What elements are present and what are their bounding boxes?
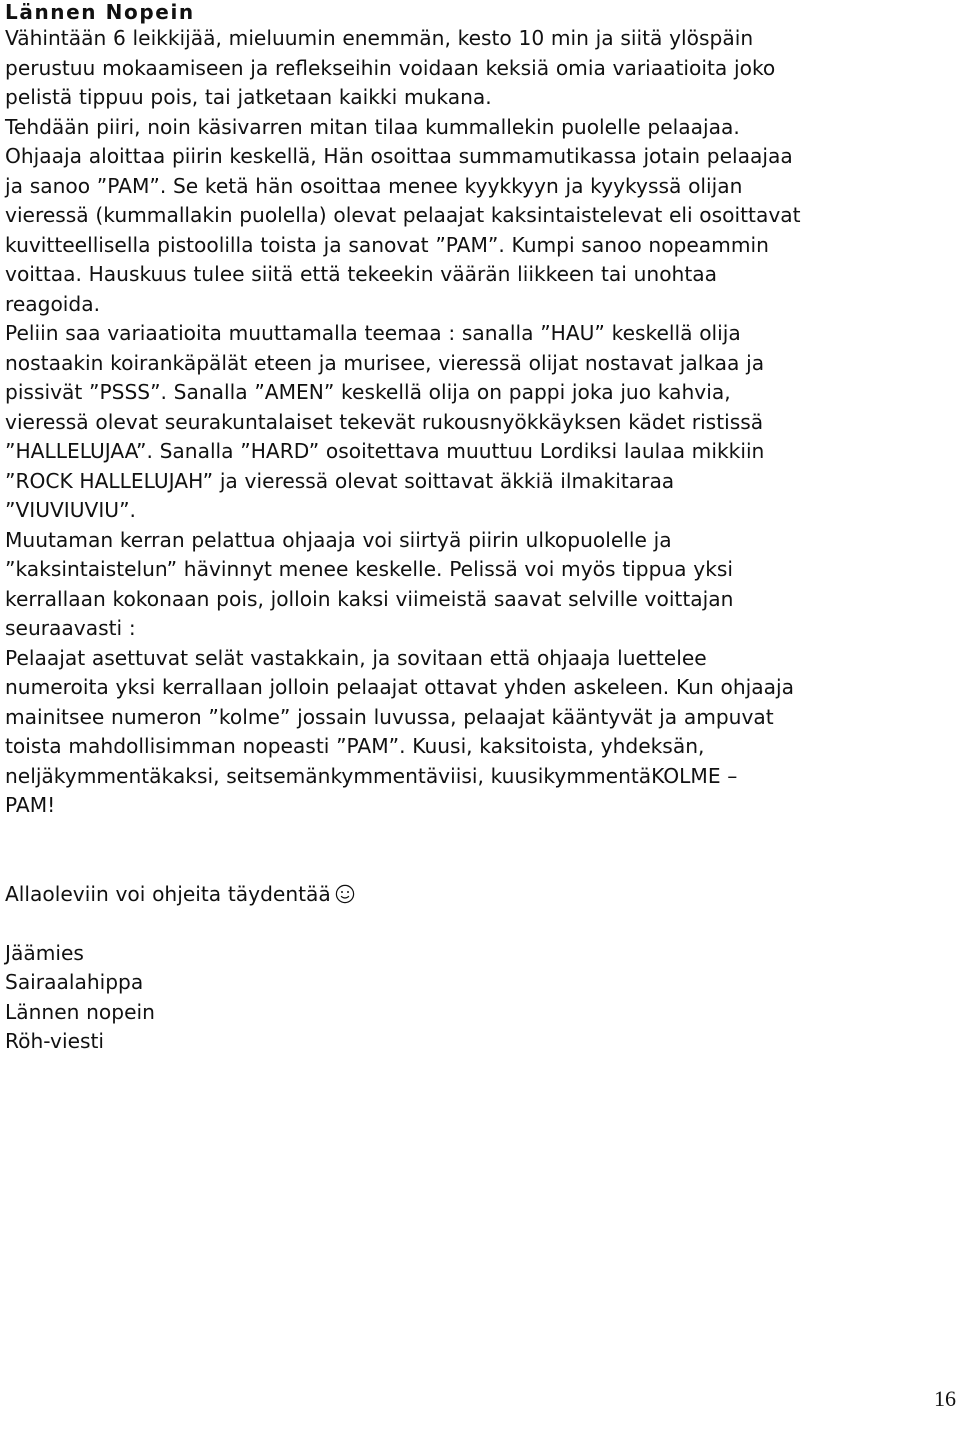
note-line bbox=[5, 880, 957, 910]
list-item: Jäämies bbox=[5, 940, 84, 965]
body-line: vieressä olevat seurakuntalaiset tekevät rukousnyökkäyksen kädet ristissä bbox=[5, 409, 764, 434]
body-line: reagoida. bbox=[5, 291, 101, 316]
body-line: voittaa. Hauskuus tulee siitä että tekeekin väärän liikkeen tai unohtaa bbox=[5, 262, 717, 286]
body-line: perustuu mokaamiseen ja reflekseihin voidaan keksiä omia variaatioita joko bbox=[5, 55, 776, 80]
body-line: ja sanoo ”PAM”. Se ketä hän osoittaa menee kyykkyyn ja kyykyssä olijan bbox=[5, 173, 743, 198]
body-line: nostaakin koirankäpälät eteen ja murisee, vieressä olijat nostavat jalkaa ja bbox=[5, 350, 765, 375]
page-number: 16 bbox=[934, 1386, 956, 1411]
body-line: kerrallaan kokonaan pois, jolloin kaksi viimeistä saavat selville voittajan bbox=[5, 586, 734, 611]
body-line: vieressä (kummallakin puolella) olevat pelaajat kaksintaistelevat eli osoittavat bbox=[5, 203, 801, 227]
body-line: mainitsee numeron ”kolme” jossain luvussa, pelaajat kääntyvät ja ampuvat bbox=[5, 704, 774, 729]
body-line: Ohjaaja aloittaa piirin keskellä, Hän osoittaa summamutikassa jotain pelaajaa bbox=[5, 144, 793, 168]
note-text: Allaoleviin voi ohjeita täydentää bbox=[5, 881, 331, 906]
body-line: ”VIUVIUVIU”. bbox=[5, 498, 136, 522]
blank-space bbox=[5, 821, 957, 880]
body-line: numeroita yksi kerrallaan jolloin pelaajat ottavat yhden askeleen. Kun ohjaaja bbox=[5, 675, 794, 699]
body-line: kuvitteellisella pistoolilla toista ja sanovat ”PAM”. Kumpi sanoo nopeammin bbox=[5, 232, 769, 257]
list-item: Röh-viesti bbox=[5, 1029, 105, 1053]
body-line: neljäkymmentäkaksi, seitsemänkymmentäviisi, kuusikymmentäKOLME – bbox=[5, 763, 738, 788]
body-line: Peliin saa variaatioita muuttamalla teemaa : sanalla ”HAU” keskellä olija bbox=[5, 321, 741, 345]
body-line: toista mahdollisimman nopeasti ”PAM”. Kuusi, kaksitoista, yhdeksän, bbox=[5, 734, 705, 758]
blank-space bbox=[5, 909, 957, 939]
document-page bbox=[5, 0, 957, 1057]
body-line: ”ROCK HALLELUJAH” ja vieressä olevat soittavat äkkiä ilmakitaraa bbox=[5, 468, 675, 493]
body-paragraphs bbox=[5, 24, 957, 1057]
body-line: ”kaksintaistelun” hävinnyt menee keskelle. Pelissä voi myös tippua yksi bbox=[5, 557, 734, 581]
list-item: Sairaalahippa bbox=[5, 970, 144, 994]
body-line: PAM! bbox=[5, 793, 56, 817]
body-line: pissivät ”PSSS”. Sanalla ”AMEN” keskellä olija on pappi joka juo kahvia, bbox=[5, 380, 731, 404]
body-line: ”HALLELUJAA”. Sanalla ”HARD” osoitettava muuttuu Lordiksi laulaa mikkiin bbox=[5, 439, 765, 463]
list-item: Lännen nopein bbox=[5, 999, 155, 1024]
body-line: Pelaajat asettuvat selät vastakkain, ja sovitaan että ohjaaja luettelee bbox=[5, 645, 707, 670]
body-line: Vähintään 6 leikkijää, mieluumin enemmän, kesto 10 min ja siitä ylöspäin bbox=[5, 26, 754, 50]
smiley-face-icon bbox=[335, 884, 355, 904]
body-line: pelistä tippuu pois, tai jatketaan kaikki mukana. bbox=[5, 85, 492, 109]
body-line: seuraavasti : bbox=[5, 616, 136, 640]
body-line: Tehdään piiri, noin käsivarren mitan tilaa kummallekin puolelle pelaajaa. bbox=[5, 114, 740, 139]
document-title: Lännen Nopein bbox=[5, 0, 195, 24]
body-line: Muutaman kerran pelattua ohjaaja voi siirtyä piirin ulkopuolelle ja bbox=[5, 527, 672, 552]
